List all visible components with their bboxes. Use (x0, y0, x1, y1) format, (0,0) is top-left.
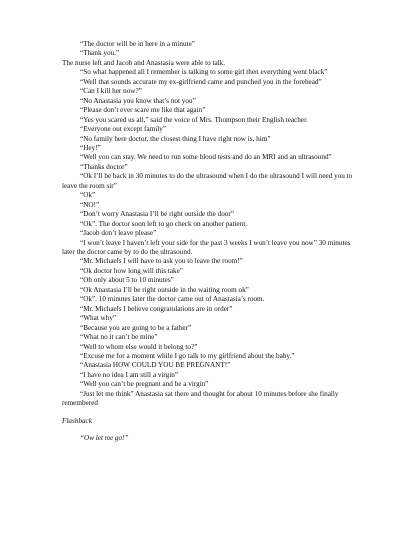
story-paragraph: “Ok”. The doctor soon left to go check on another patient. (80, 219, 248, 228)
story-paragraph: “Mr. Michaels I will have to ask you to leave the room!” (80, 257, 243, 266)
story-paragraph: “The doctor will be in here in a minute” (80, 40, 195, 48)
story-paragraph: “What no it can’t be mine” (80, 333, 158, 342)
story-paragraph: “No Anastasia you know that’s not you” (80, 96, 196, 105)
story-paragraph: “Yes you scared us all,” said the voice of Mrs. Thompson their English teacher. (80, 115, 308, 124)
story-paragraph: “Ok”. 10 minutes later the doctor came out of Anastasia’s room. (80, 295, 265, 304)
story-paragraph: “Don’t worry Anastasia I’ll be right outside the door” (80, 210, 234, 219)
story-paragraph: “Ok I’ll be back in 30 minutes to do the ultrasound when I do the ultrasound I will need you to leave the room sir” (62, 172, 353, 190)
story-paragraph: “Everyone out except family” (80, 125, 167, 134)
story-paragraph: “Ok” (80, 191, 96, 200)
story-paragraph: “Ok Anastasia I’ll be right outside in the waiting room ok” (80, 285, 249, 294)
story-paragraph: “Oh only about 5 to 10 minutes” (80, 276, 174, 285)
story-paragraph: “Because you are going to be a father” (80, 323, 192, 332)
story-paragraph: “NO!” (80, 200, 100, 209)
story-paragraph: “Just let me think” Anastasia sat there and thought for about 10 minutes before she finally remembered (62, 389, 339, 408)
story-paragraph: “Thank you.” (80, 49, 120, 58)
story-paragraph: “Anastasia HOW COULD YOU BE PREGNANT!” (80, 361, 231, 370)
story-paragraph: “I have no idea I am still a virgin” (80, 370, 179, 379)
story-paragraph: “Well that sounds accurate my ex-girlfriend came and punched you in the forehead” (80, 77, 322, 86)
story-paragraph: “So what happened all I remember is talking to some girl then everything went black” (80, 68, 328, 77)
spacer (62, 409, 358, 417)
story-paragraph: “Excuse me for a moment while I go talk to my girlfriend about the baby.” (80, 351, 295, 360)
story-paragraph: “Mr. Michaels I believe congratulations are in order” (80, 304, 233, 313)
story-paragraph: The nurse left and Jacob and Anastasia were able to talk. (62, 58, 226, 67)
flashback-dialogue-line: “Ow let me go!” (80, 434, 129, 443)
section-heading-flashback: Flashback (62, 416, 92, 425)
story-body (62, 40, 358, 409)
story-paragraph: “Hey!” (80, 143, 101, 152)
story-paragraph: “Can I kill her now?” (80, 87, 142, 96)
story-paragraph: “Please don’t ever scare me like that again” (80, 106, 206, 115)
spacer (62, 426, 358, 434)
story-paragraph: “Well to whom else would it belong to?” (80, 342, 198, 351)
story-paragraph: “Well you can stay. We need to run some blood tests and do an MRI and an ultrasound” (80, 153, 332, 162)
story-paragraph: “What why” (80, 314, 117, 323)
story-paragraph: “Well you can’t be pregnant and be a virgin” (80, 380, 209, 389)
story-paragraph: “No family here doctor, the closest thing I have right now is, him” (80, 134, 271, 143)
story-paragraph: “Thanks doctor” (80, 162, 128, 171)
story-paragraph: “Jacob don’t leave please” (80, 229, 157, 238)
story-paragraph: “Ok doctor how long will this take” (80, 266, 184, 275)
story-paragraph: “I won’t leave I haven’t left your side for the past 3 weeks I won’t leave you now” 30 minutes later the doctor came by to do the ultrasound. (62, 238, 351, 256)
